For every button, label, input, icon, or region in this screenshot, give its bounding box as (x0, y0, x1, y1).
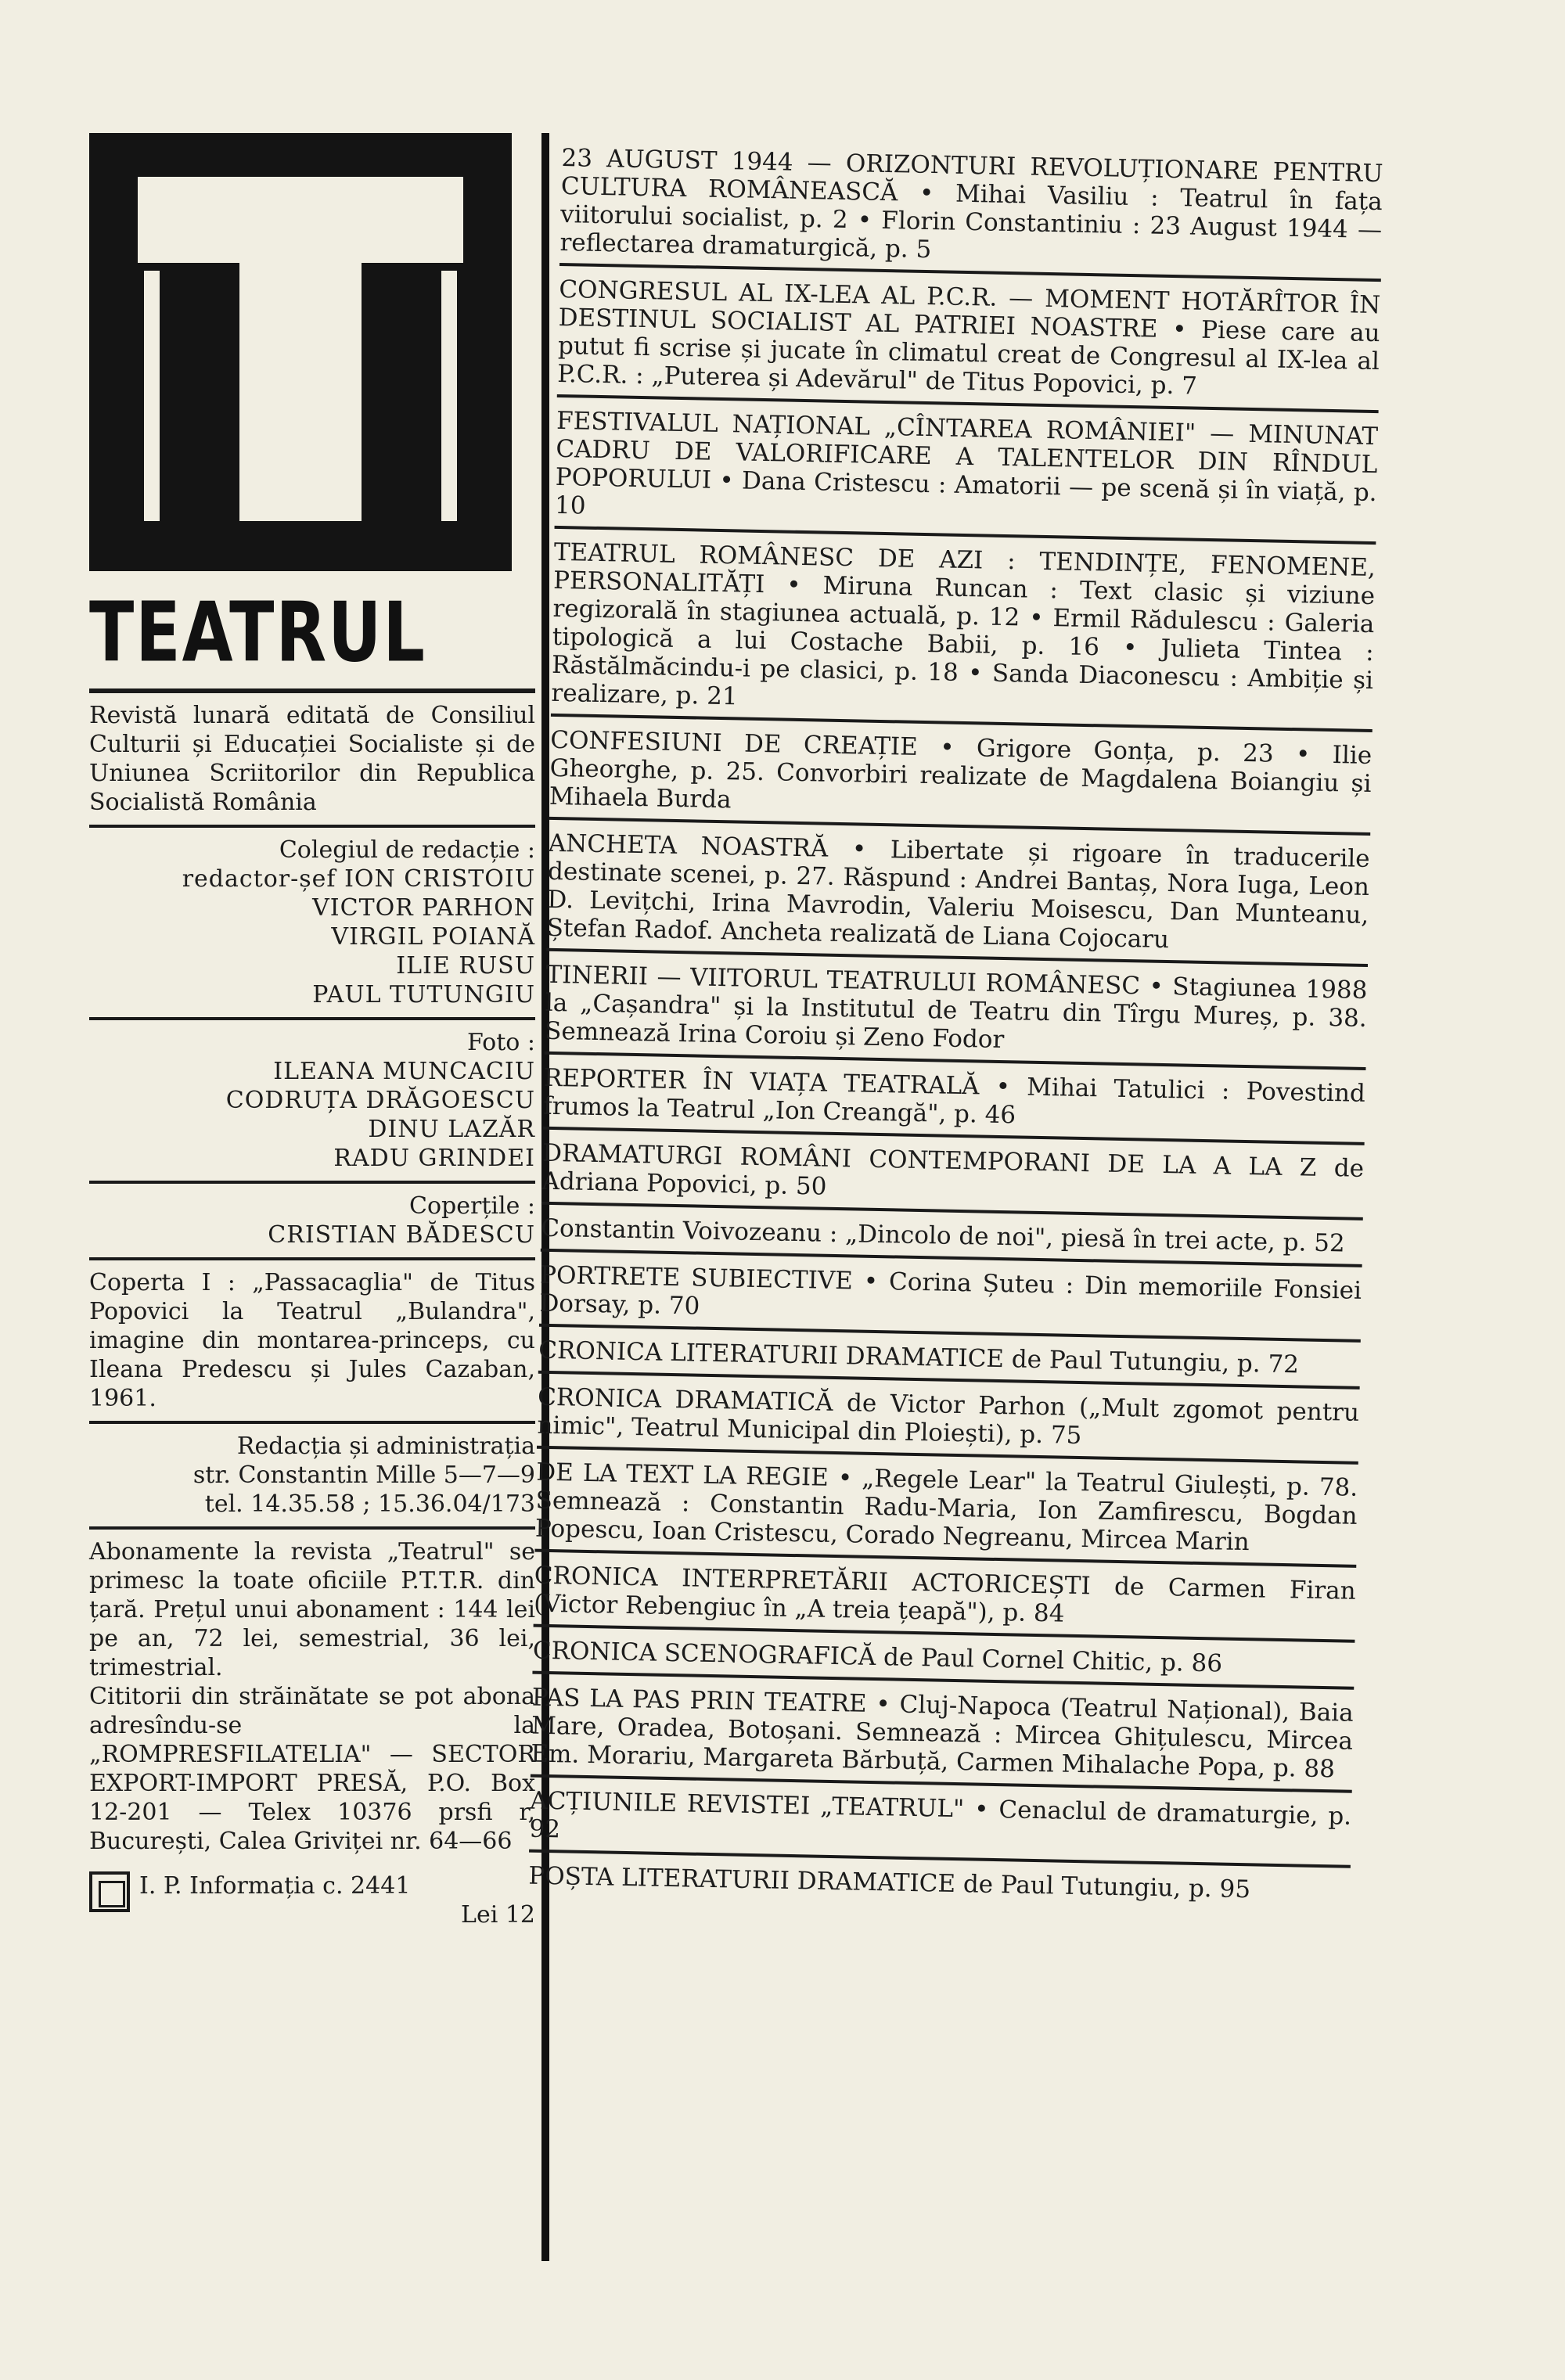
toc-entry: DE LA TEXT LA REGIE • „Regele Lear" la Teatrul Giulești, p. 78. Semnează : Constantin Radu-Maria, Ion Zamfirescu, Bogdan Popescu, Ioan Cristescu, Corado Negreanu, Mircea Marin (534, 1457, 1358, 1568)
toc-entry: TEATRUL ROMÂNESC DE AZI : TENDINȚE, FENOMENE, PERSONALITĂȚI • Miruna Runcan : Text clasic și viziune regizorală în stagiunea actuală, p. 12 • Ermil Rădulescu : Galeria tipologică a lui Costache Babii, p. 16 • Julieta Tintea : Răstălmăcindu-i pe clasici, p. 18 • Sanda Diaconescu : Ambiție și realizare, p. 21 (551, 537, 1376, 732)
printer-logo-icon (89, 1871, 130, 1912)
toc-entry: CONFESIUNI DE CREAȚIE • Grigore Gonța, p. 23 • Ilie Gheorghe, p. 25. Convorbiri realizate de Magdalena Boiangiu și Mihaela Burda (549, 724, 1372, 836)
divider (89, 825, 535, 828)
toc-entry: PORTRETE SUBIECTIVE • Corina Șuteu : Din memoriile Fonsiei Dorsay, p. 70 (539, 1260, 1362, 1343)
photographer: CODRUȚA DRĂGOESCU (225, 1087, 535, 1114)
price: Lei 12 (461, 1901, 535, 1929)
table-of-contents (528, 142, 1383, 1920)
cover-artist: CRISTIAN BĂDESCU (268, 1221, 535, 1249)
toc-entry: PAS LA PAS PRIN TEATRE • Cluj-Napoca (Teatrul Național), Baia Mare, Oradea, Botoșani. Semnează : Mircea Ghițulescu, Mircea Em. Morariu, Margareta Bărbuță, Carmen Mihalache Popa, p. 88 (531, 1682, 1354, 1793)
editor-member: VIRGIL POIANĂ (331, 923, 535, 951)
editor-member: VICTOR PARHON (312, 894, 535, 922)
covers-label: Coperțile : (409, 1192, 535, 1220)
photo-label: Foto : (467, 1029, 535, 1056)
editor-in-chief: redactor-șef ION CRISTOIU (182, 865, 535, 893)
divider (89, 1181, 535, 1184)
divider (89, 1421, 535, 1424)
divider (89, 1017, 535, 1020)
masthead-subtitle: Revistă lunară editată de Consiliul Culturii și Educației Socialiste și de Uniunea Scriitorilor din Republica Socialistă România (89, 702, 535, 816)
editor-member: PAUL TUTUNGIU (312, 981, 535, 1008)
toc-entry: CRONICA LITERATURII DRAMATICE de Paul Tutungiu, p. 72 (538, 1335, 1361, 1390)
toc-entry: CRONICA SCENOGRAFICĂ de Paul Cornel Chitic, p. 86 (532, 1635, 1355, 1690)
toc-entry: TINERII — VIITORUL TEATRULUI ROMÂNESC • Stagiunea 1988 la „Cașandra" și la Institutul de Teatru din Tîrgu Mureș, p. 38. Semnează Irina Coroiu și Zeno Fodor (545, 959, 1368, 1070)
masthead-column (49, 133, 535, 1929)
editorial-board-label: Colegiul de redacție : (279, 836, 535, 864)
address-line: tel. 14.35.58 ; 15.36.04/173 (204, 1490, 535, 1518)
divider (89, 1257, 535, 1260)
photographer: DINU LAZĂR (368, 1116, 535, 1143)
photographer: RADU GRINDEI (333, 1145, 535, 1172)
toc-entry: Constantin Voivozeanu : „Dincolo de noi", piesă în trei acte, p. 52 (541, 1213, 1363, 1267)
cover-note: Coperta I : „Passacaglia" de Titus Popovici la Teatrul „Bulandra", imagine din montarea-princeps, cu Ileana Predescu și Jules Cazaban, 1961. (89, 1269, 535, 1412)
toc-entry: ACȚIUNILE REVISTEI „TEATRUL" • Cenaclul de dramaturgie, p. 92 (529, 1785, 1351, 1868)
divider (89, 688, 535, 693)
photographer: ILEANA MUNCACIU (273, 1058, 535, 1085)
toc-entry: REPORTER ÎN VIAȚA TEATRALĂ • Mihai Tatulici : Povestind frumos la Teatrul „Ion Creangă", p. 46 (543, 1062, 1365, 1145)
divider (89, 1526, 535, 1530)
subscriptions-text: Abonamente la revista „Teatrul" se primesc la toate oficiile P.T.T.R. din țară. Prețul unui abonament : 144 lei pe an, 72 lei, semestrial, 36 lei, trimestrial. (89, 1538, 535, 1681)
abroad-text: Cititorii din străinătate se pot abona adresîndu-se la „ROMPRESFILATELIA" — SECTOR EXPORT-IMPORT PRESĂ, P.O. Box 12-201 — Telex 10376 prsfi r, București, Calea Griviței nr. 64—66 (89, 1683, 535, 1855)
address-line: Redacția și administrația (236, 1433, 535, 1460)
address-line: str. Constantin Mille 5—7—9 (192, 1461, 535, 1489)
toc-entry: POȘTA LITERATURII DRAMATICE de Paul Tutungiu, p. 95 (528, 1861, 1251, 1904)
toc-entry: FESTIVALUL NAȚIONAL „CÎNTAREA ROMÂNIEI" — MINUNAT CADRU DE VALORIFICARE A TALENTELOR DIN RÎNDUL POPORULUI • Dana Cristescu : Amatorii — pe scenă și în viață, p. 10 (555, 405, 1379, 545)
wordmark: TEATRUL (89, 584, 426, 681)
printer: I. P. Informația c. 2441 (139, 1872, 411, 1900)
editor-member: ILIE RUSU (396, 952, 535, 980)
teatrul-logo (89, 133, 512, 571)
imprint (89, 1871, 535, 1929)
toc-entry: ANCHETA NOASTRĂ • Libertate și rigoare în traducerile destinate scenei, p. 27. Răspund : Andrei Bantaș, Nora Iuga, Leon D. Levițchi, Irina Mavrodin, Valeriu Moisescu, Dan Munteanu, Ștefan Radof. Ancheta realizată de Liana Cojocaru (546, 828, 1370, 967)
toc-entry: DRAMATURGI ROMÂNI CONTEMPORANI DE LA A LA Z de Adriana Popovici, p. 50 (541, 1138, 1364, 1221)
toc-entry: CRONICA INTERPRETĂRII ACTORICEȘTI de Carmen Firan (Victor Rebengiuc în „A treia țeapă"), p. 84 (534, 1560, 1356, 1643)
toc-entry: CONGRESUL AL IX-LEA AL P.C.R. — MOMENT HOTĂRÎTOR ÎN DESTINUL SOCIALIST AL PATRIEI NOASTRE • Piese care au putut fi scrise și jucate în climatul creat de Congresul al IX-lea al P.C.R. : „Puterea și Adevărul" de Titus Popovici, p. 7 (557, 274, 1381, 413)
toc-entry: CRONICA DRAMATICĂ de Victor Parhon („Mult zgomot pentru nimic", Teatrul Municipal din Ploiești), p. 75 (537, 1382, 1359, 1465)
toc-entry: 23 AUGUST 1944 — ORIZONTURI REVOLUȚIONARE PENTRU CULTURA ROMÂNEASCĂ • Mihai Vasiliu : Teatrul în fața viitorului socialist, p. 2 • Florin Constantiniu : 23 August 1944 — reflectarea dramaturgică, p. 5 (559, 142, 1383, 282)
